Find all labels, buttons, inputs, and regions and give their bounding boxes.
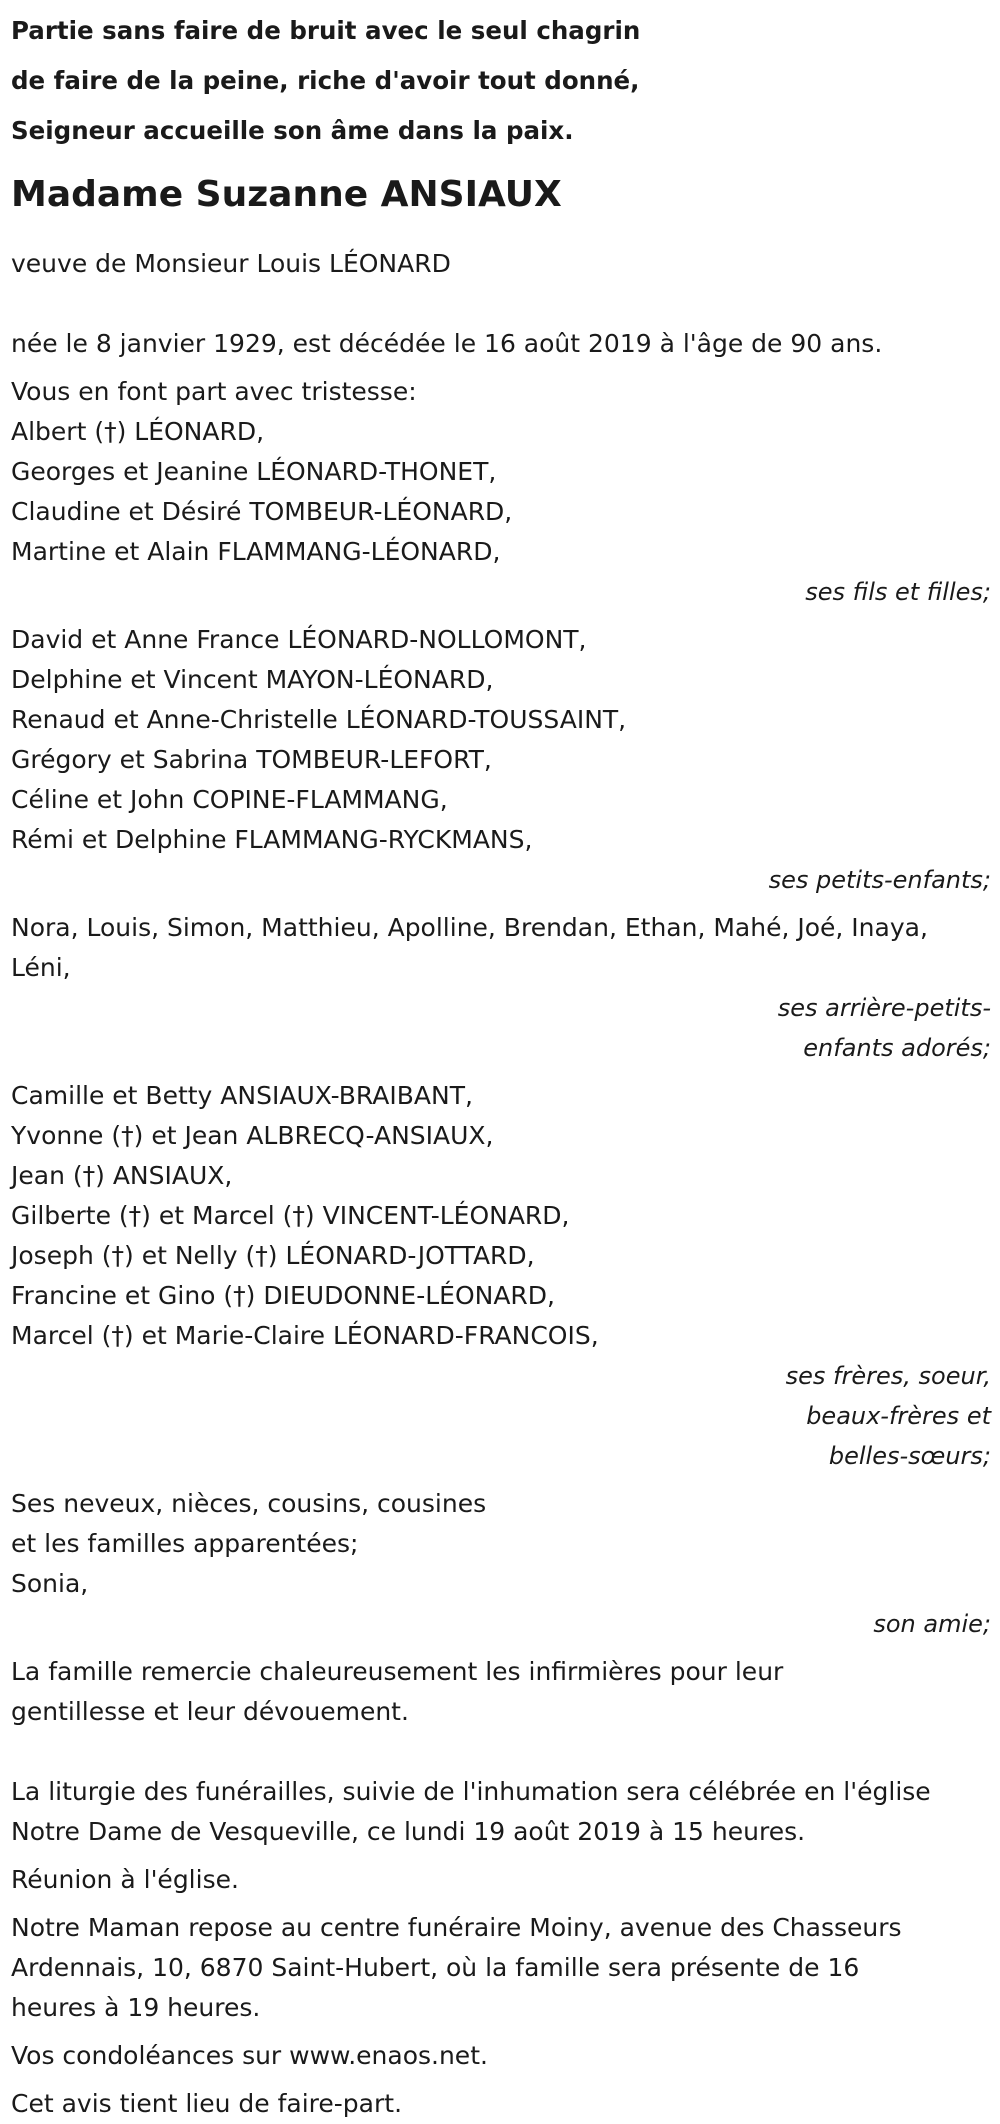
list-item: Delphine et Vincent MAYON-LÉONARD, bbox=[11, 665, 494, 694]
list-item: Céline et John COPINE-FLAMMANG, bbox=[11, 785, 448, 814]
epigraph-line: Partie sans faire de bruit avec le seul chagrin bbox=[11, 16, 641, 45]
role-label: son amie; bbox=[873, 1610, 991, 1638]
list-item: David et Anne France LÉONARD-NOLLOMONT, bbox=[11, 625, 587, 654]
list-item: Renaud et Anne-Christelle LÉONARD-TOUSSAINT, bbox=[11, 705, 627, 734]
epigraph bbox=[11, 6, 991, 156]
list-item: Grégory et Sabrina TOMBEUR-LEFORT, bbox=[11, 745, 492, 774]
relatives-list bbox=[11, 1484, 991, 1604]
siblings-list bbox=[11, 1076, 991, 1356]
notice-line: Cet avis tient lieu de faire-part. bbox=[11, 2089, 403, 2118]
spouse-line: veuve de Monsieur Louis LÉONARD bbox=[11, 249, 451, 278]
siblings-role bbox=[11, 1356, 991, 1476]
paragraph-line: La famille remercie chaleureusement les infirmières pour leur bbox=[11, 1657, 784, 1686]
list-item: Léni, bbox=[11, 953, 71, 982]
paragraph-line: La liturgie des funérailles, suivie de l'inhumation sera célébrée en l'église bbox=[11, 1777, 931, 1806]
list-item: Georges et Jeanine LÉONARD-THONET, bbox=[11, 457, 497, 486]
condolences-line: Vos condoléances sur www.enaos.net. bbox=[11, 2041, 488, 2070]
list-item: Yvonne (†) et Jean ALBRECQ-ANSIAUX, bbox=[11, 1121, 494, 1150]
role-label: ses fils et filles; bbox=[805, 578, 991, 606]
deceased-name: Madame Suzanne ANSIAUX bbox=[11, 174, 562, 215]
paragraph-line: Ardennais, 10, 6870 Saint-Hubert, où la famille sera présente de 16 bbox=[11, 1953, 860, 1982]
list-item: Martine et Alain FLAMMANG-LÉONARD, bbox=[11, 537, 501, 566]
list-item: Gilberte (†) et Marcel (†) VINCENT-LÉONARD, bbox=[11, 1201, 570, 1230]
great-grandchildren-role bbox=[11, 988, 991, 1068]
obituary-notice bbox=[11, 0, 991, 2124]
list-item: Ses neveux, nièces, cousins, cousines bbox=[11, 1489, 487, 1518]
great-grandchildren-list bbox=[11, 908, 991, 988]
paragraph-line: gentillesse et leur dévouement. bbox=[11, 1697, 409, 1726]
list-item: Joseph (†) et Nelly (†) LÉONARD-JOTTARD, bbox=[11, 1241, 535, 1270]
list-item: Marcel (†) et Marie-Claire LÉONARD-FRANCOIS, bbox=[11, 1321, 599, 1350]
friend-role bbox=[11, 1604, 991, 1644]
role-label: ses frères, soeur, bbox=[785, 1362, 991, 1390]
meeting-line: Réunion à l'église. bbox=[11, 1865, 239, 1894]
list-item: Albert (†) LÉONARD, bbox=[11, 417, 265, 446]
list-item: Rémi et Delphine FLAMMANG-RYCKMANS, bbox=[11, 825, 533, 854]
grandchildren-list bbox=[11, 620, 991, 860]
list-item: Claudine et Désiré TOMBEUR-LÉONARD, bbox=[11, 497, 513, 526]
list-item: Jean (†) ANSIAUX, bbox=[11, 1161, 233, 1190]
epigraph-line: Seigneur accueille son âme dans la paix. bbox=[11, 116, 574, 145]
role-label: enfants adorés; bbox=[803, 1034, 991, 1062]
role-label: ses petits-enfants; bbox=[768, 866, 991, 894]
list-item: Francine et Gino (†) DIEUDONNE-LÉONARD, bbox=[11, 1281, 555, 1310]
grandchildren-role bbox=[11, 860, 991, 900]
role-label: ses arrière-petits- bbox=[777, 994, 991, 1022]
list-item: et les familles apparentées; bbox=[11, 1529, 359, 1558]
dates-line: née le 8 janvier 1929, est décédée le 16 août 2019 à l'âge de 90 ans. bbox=[11, 329, 883, 358]
liturgy-paragraph bbox=[11, 1772, 991, 1852]
list-item: Nora, Louis, Simon, Matthieu, Apolline, Brendan, Ethan, Mahé, Joé, Inaya, bbox=[11, 913, 928, 942]
announcement-intro: Vous en font part avec tristesse: bbox=[11, 377, 417, 406]
rest-paragraph bbox=[11, 1908, 991, 2028]
thanks-paragraph bbox=[11, 1652, 991, 1732]
role-label: belles-sœurs; bbox=[828, 1442, 991, 1470]
list-item: Camille et Betty ANSIAUX-BRAIBANT, bbox=[11, 1081, 473, 1110]
role-label: beaux-frères et bbox=[806, 1402, 991, 1430]
children-role bbox=[11, 572, 991, 612]
children-list bbox=[11, 412, 991, 572]
list-item: Sonia, bbox=[11, 1569, 89, 1598]
paragraph-line: Notre Dame de Vesqueville, ce lundi 19 août 2019 à 15 heures. bbox=[11, 1817, 806, 1846]
epigraph-line: de faire de la peine, riche d'avoir tout donné, bbox=[11, 66, 640, 95]
paragraph-line: Notre Maman repose au centre funéraire Moiny, avenue des Chasseurs bbox=[11, 1913, 902, 1942]
paragraph-line: heures à 19 heures. bbox=[11, 1993, 261, 2022]
